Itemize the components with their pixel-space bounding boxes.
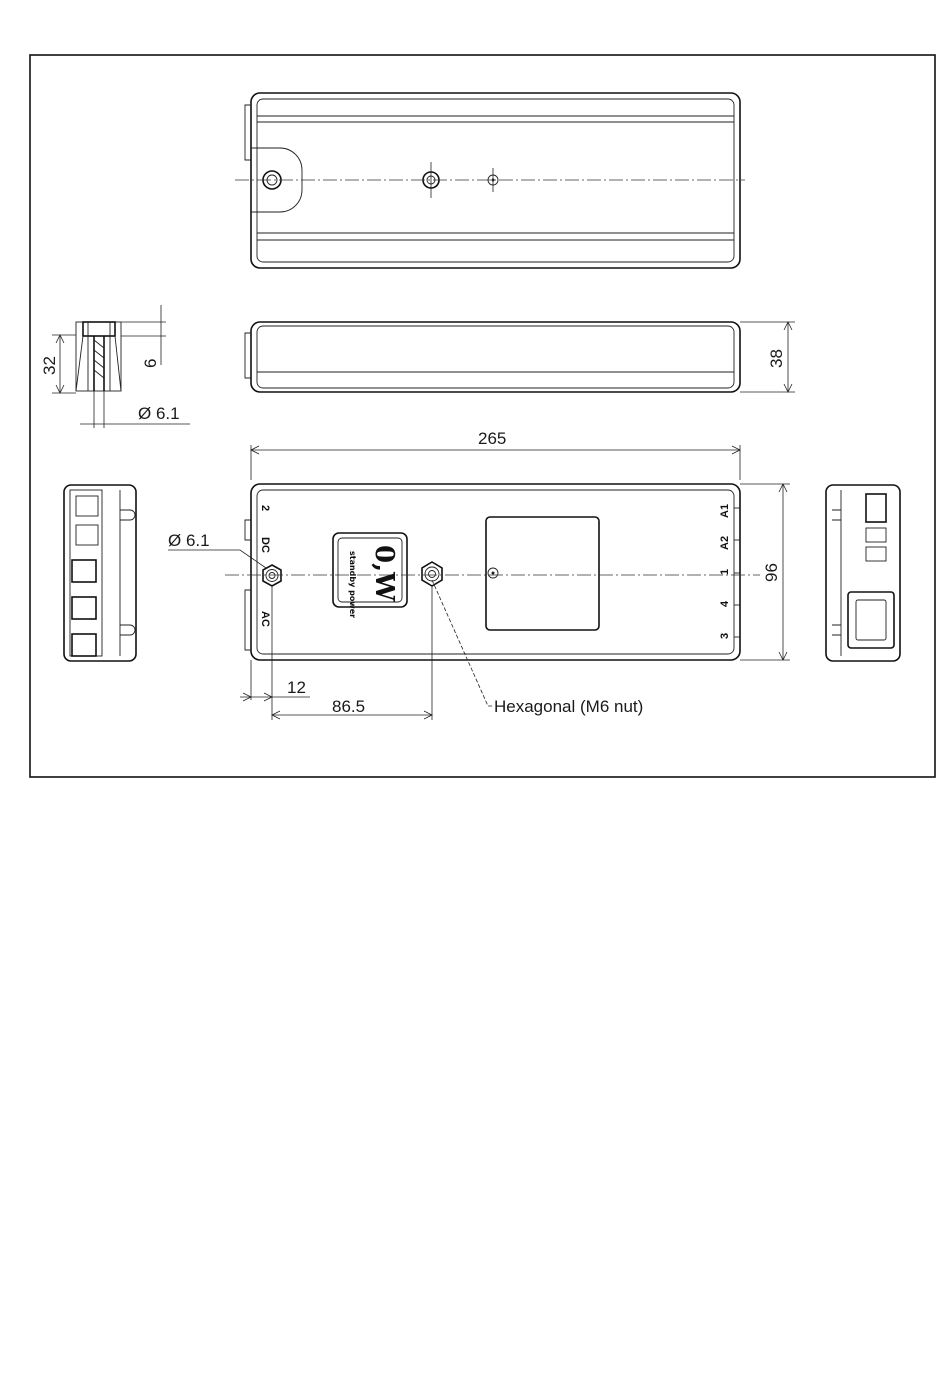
dim-profile-height: 32 (40, 356, 59, 375)
logo-sub-text: standby power (348, 551, 357, 619)
dim-hole-diameter-front: Ø 6.1 (168, 531, 210, 550)
dim-edge-offset: 12 (287, 678, 306, 697)
dim-width: 96 (762, 563, 781, 582)
dim-length: 265 (478, 429, 507, 448)
terminal-label-right-5: 3 (719, 632, 731, 639)
top-view (235, 93, 745, 268)
logo-main-text: 0,W (369, 545, 399, 602)
bottom-view (168, 445, 790, 720)
dim-height: 38 (767, 349, 786, 368)
terminal-label-left-1: 2 (259, 505, 271, 512)
left-end-view (64, 485, 136, 661)
nut-note: Hexagonal (M6 nut) (494, 697, 644, 716)
terminal-label-right-4: 4 (719, 600, 731, 607)
terminal-label-left-3: AC (259, 611, 271, 627)
right-end-view (826, 485, 900, 661)
dim-hole-diameter-side: Ø 6.1 (138, 404, 180, 423)
dim-hole-offset: 86.5 (332, 697, 366, 716)
terminal-label-right-3: 1 (719, 568, 731, 575)
dim-hole-depth: 6 (141, 358, 160, 368)
terminal-label-right-1: A1 (719, 503, 731, 518)
terminal-label-right-2: A2 (719, 535, 731, 550)
side-view (245, 322, 795, 392)
terminal-label-left-2: DC (259, 537, 271, 553)
